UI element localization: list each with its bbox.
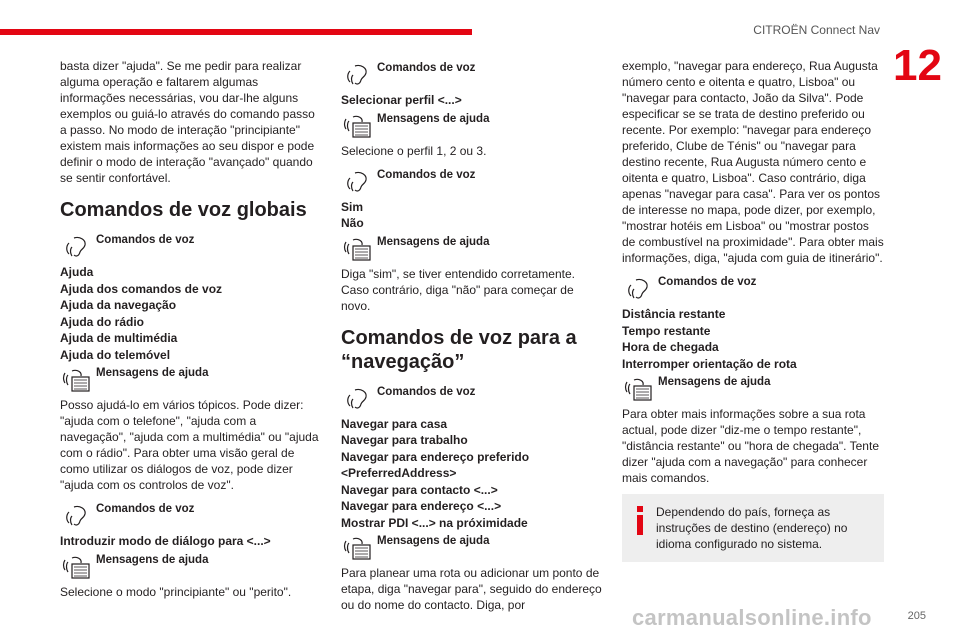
voice-command-icon: [60, 501, 92, 529]
command-item: Navegar para endereço preferido <PreferredAddress>: [341, 449, 530, 480]
voice-command-icon: [341, 60, 373, 88]
voice-command-icon: [622, 274, 654, 302]
voice-commands-header: [341, 60, 603, 88]
header-title: CITROËN Connect Nav: [753, 23, 880, 37]
voice-commands-header: [341, 167, 603, 195]
command-item: Navegar para trabalho: [341, 433, 468, 447]
voice-command-icon: [341, 167, 373, 195]
help-paragraph: Selecione o modo "principiante" ou "perito".: [60, 584, 292, 599]
command-item: Não: [341, 216, 364, 230]
command-item: Ajuda do telemóvel: [60, 347, 171, 362]
intro-paragraph: basta dizer "ajuda". Se me pedir para realizar alguma operação e faltarem algumas informações necessárias, vou dar-lhe alguns exemplos ou guiá-lo através do comando passo a passo. No modo de interação "principiante" existem mais informações ao seu dispor e pode definir o modo de interação "avançado" quando se sentir confortável.: [60, 59, 315, 185]
voice-commands-label: Comandos de voz: [377, 168, 476, 181]
help-messages-label: Mensagens de ajuda: [377, 235, 490, 248]
command-item: Ajuda: [60, 265, 94, 279]
help-messages-header: [341, 111, 603, 139]
column-3: [622, 58, 884, 562]
voice-command-icon: [341, 384, 373, 412]
command-item: Distância restante: [622, 307, 726, 321]
command-item: Introduzir modo de diálogo para <...>: [60, 534, 271, 548]
voice-commands-header: [622, 274, 884, 302]
info-note-box: [622, 494, 884, 562]
command-item: Ajuda da navegação: [60, 298, 177, 312]
info-icon: [632, 504, 648, 552]
info-note-text: Dependendo do país, forneça as instruções de destino (endereço) no idioma configurado no sistema.: [656, 505, 848, 551]
help-message-icon: [341, 234, 373, 262]
command-item: Navegar para casa: [341, 416, 448, 431]
header-accent-bar: [0, 29, 472, 35]
command-item: Navegar para endereço <...>: [341, 499, 502, 513]
route-commands-list: [622, 306, 884, 372]
command-item: Ajuda de multimédia: [60, 331, 178, 345]
voice-commands-label: Comandos de voz: [96, 503, 195, 515]
command-item: Selecionar perfil <...>: [341, 93, 462, 107]
help-paragraph: Diga "sim", se tiver entendido corretamente. Caso contrário, diga "não" para começar de novo.: [341, 266, 575, 313]
command-item: Ajuda dos comandos de voz: [60, 281, 223, 296]
section-heading-navigation: Comandos de voz para a “navegação”: [341, 326, 577, 373]
help-messages-label: Mensagens de ajuda: [96, 553, 209, 566]
continuation-paragraph: exemplo, "navegar para endereço, Rua Augusta número cento e oitenta e quatro, Lisboa" ou "navegar para contacto, João da Silva". Pode especificar se se trata de destino preferido ou recente. Por exemplo: "navegar para endereço preferido, Clube de Ténis" ou "navegar para destino recente, Rua Augusta número cento e oitenta e quatro, Lisboa". Caso contrário, diga apenas "navegar para casa". Para ver os pontos de interesse no mapa, pode dizer, por exemplo, "mostrar hotéis em Lisboa" ou "mostrar postos de combustível na proximidade". Para obter mais informações, diga, "ajuda com guia de itinerário".: [622, 59, 884, 265]
column-2: [341, 58, 603, 621]
command-item: Tempo restante: [622, 323, 711, 338]
voice-commands-header: [341, 384, 603, 412]
profile-command: [341, 92, 603, 109]
help-message-icon: [622, 374, 654, 402]
voice-commands-label: Comandos de voz: [377, 385, 476, 398]
voice-commands-label: Comandos de voz: [96, 234, 195, 246]
help-paragraph: Posso ajudá-lo em vários tópicos. Pode dizer: "ajuda com o telefone", "ajuda com a navegação", "ajuda com a multimédia" ou "ajuda com o rádio". Para obter uma visão geral de como utilizar os diálogos de voz, pode dizer "ajuda com os controlos de voz".: [60, 398, 319, 492]
command-item: Sim: [341, 199, 364, 214]
help-messages-header: [622, 374, 884, 402]
voice-commands-label: Comandos de voz: [377, 62, 476, 74]
command-item: Mostrar PDI <...> na próximidade: [341, 515, 528, 530]
help-messages-label: Mensagens de ajuda: [658, 376, 771, 388]
watermark: carmanualsonline.info: [632, 605, 872, 630]
voice-command-icon: [60, 232, 92, 260]
page-number: 205: [907, 610, 926, 622]
voice-commands-header: [60, 501, 322, 529]
help-messages-header: [60, 552, 322, 580]
help-messages-label: Mensagens de ajuda: [377, 535, 490, 547]
navigation-commands-list: [341, 416, 603, 532]
command-item: Ajuda do rádio: [60, 314, 144, 329]
voice-commands-label: Comandos de voz: [658, 276, 757, 288]
section-heading-global: Comandos de voz globais: [60, 199, 307, 221]
mode-command: [60, 533, 322, 550]
help-messages-header: [341, 533, 603, 561]
help-messages-label: Mensagens de ajuda: [377, 112, 490, 125]
help-paragraph: Selecione o perfil 1, 2 ou 3.: [341, 143, 487, 158]
global-commands-list: [60, 264, 322, 363]
help-message-icon: [341, 111, 373, 139]
yes-no-commands: [341, 199, 603, 232]
help-message-icon: [60, 365, 92, 393]
command-item: Interromper orientação de rota: [622, 356, 797, 371]
help-messages-label: Mensagens de ajuda: [96, 367, 209, 379]
help-paragraph: Para obter mais informações sobre a sua rota actual, pode dizer "diz-me o tempo restante", "distância restante" ou "hora de chegada". Tente dizer "ajuda com a navegação" para conhecer mais comandos.: [622, 407, 879, 485]
command-item: Navegar para contacto <...>: [341, 482, 498, 497]
chapter-number: 12: [893, 41, 942, 90]
help-paragraph: Para planear uma rota ou adicionar um ponto de etapa, diga "navegar para", seguido do endereço ou do nome do contacto. Diga, por: [341, 566, 602, 612]
help-messages-header: [60, 365, 322, 393]
voice-commands-header: [60, 232, 322, 260]
column-1: [60, 58, 322, 608]
command-item: Hora de chegada: [622, 340, 719, 354]
help-message-icon: [341, 533, 373, 561]
help-message-icon: [60, 552, 92, 580]
help-messages-header: [341, 234, 603, 262]
